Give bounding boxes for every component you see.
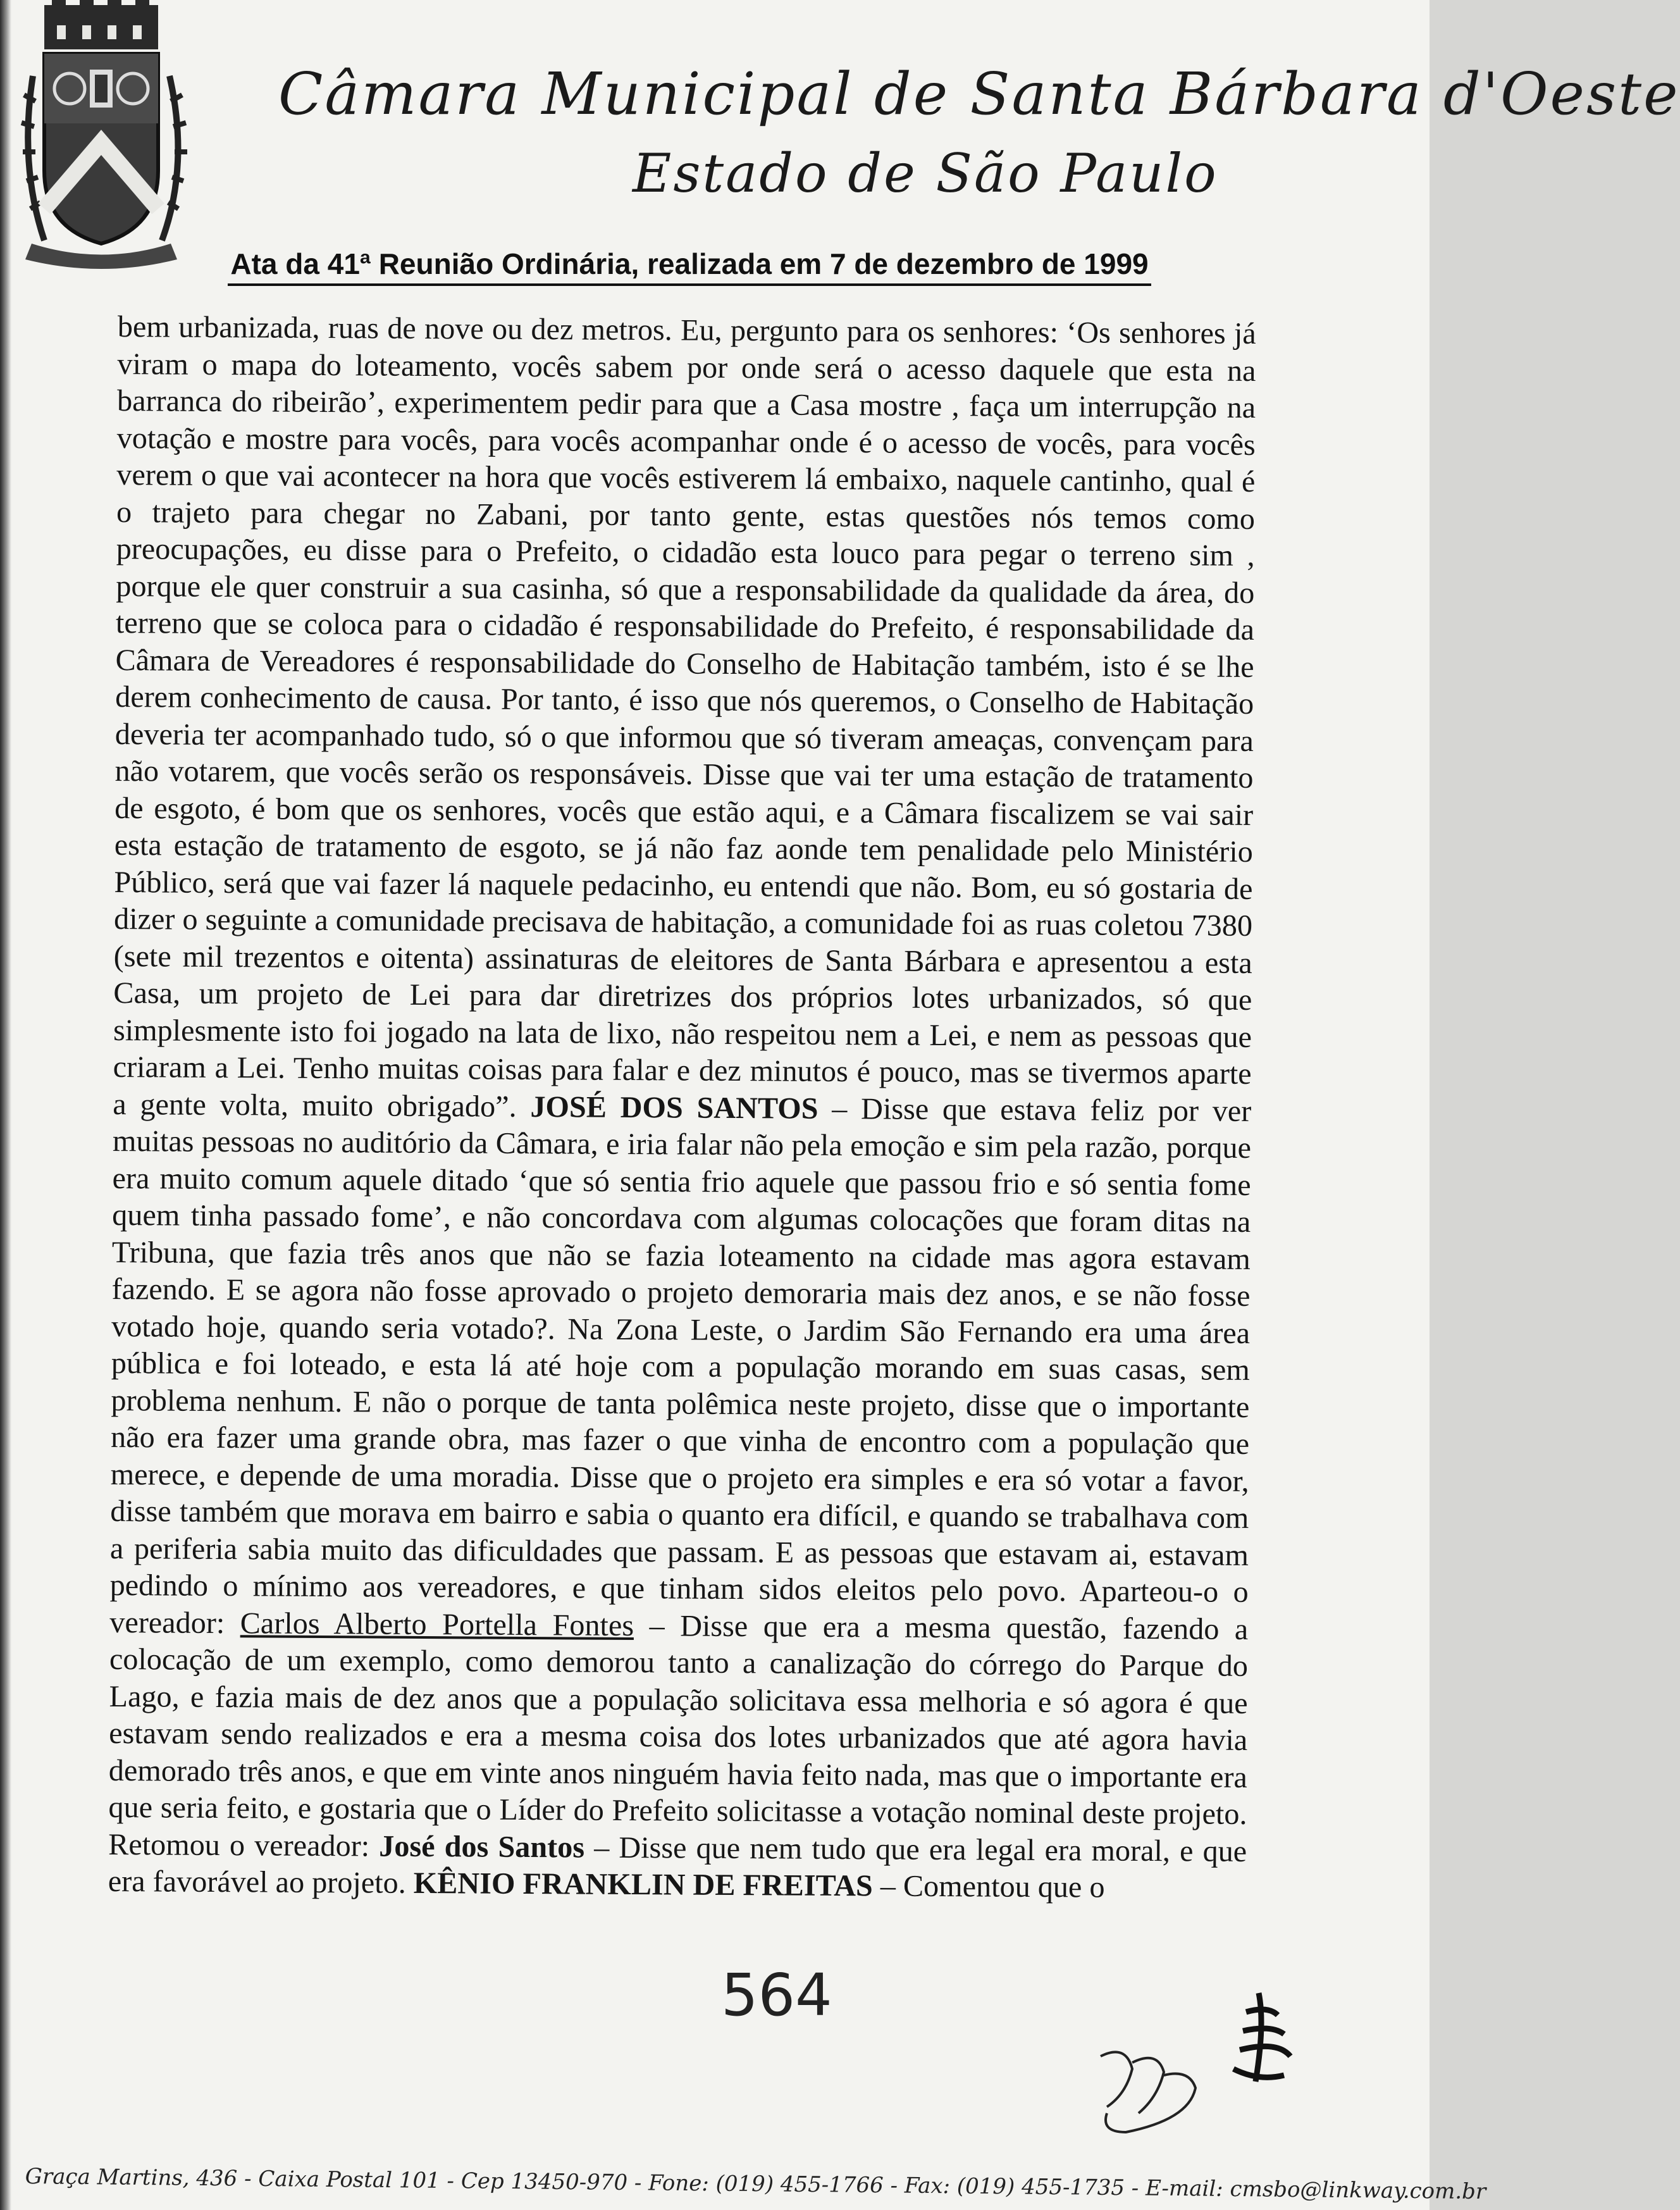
speech-text: – Disse que era a mesma questão, fazendo a colocação de um exemplo, como demorou tanto a canalização do córrego do Parque do Lago, e fazia mais de dez anos que a população solicitava essa melhoria e só agora é que estavam sendo realizados e era a mesma coisa dos lotes urbanizados que até agora havia demorado três anos, e que em vinte anos ninguém havia feito nada, mas que o importante era que seria feito, e gostaria que o Líder do Prefeito solicitasse a votação nominal deste projeto. Retomou o vereador:: [108, 1608, 1249, 1863]
footer-contact-info: Graça Martins, 436 - Caixa Postal 101 - Cep 13450-970 - Fone: (019) 455-1766 - Fax: (019) 455-1735 - E-mail: cmsbo@linkway.com.br: [25, 2164, 1486, 2205]
header-institution-name: Câmara Municipal de Santa Bárbara d'Oeste: [278, 60, 1680, 128]
speech-text: bem urbanizada, ruas de nove ou dez metros. Eu, pergunto para os senhores: ‘Os senhores já viram o mapa do loteamento, vocês sabem por onde será o acesso daquele que esta na barranca do ribeirão’, experimentem pedir para que a Casa mostre , faça um interrupção na votação e mostre para vocês, para vocês acompanhar onde é o acesso de vocês, para vocês verem o que vai acontecer na hora que vocês estiverem lá embaixo, naquele cantinho, qual é o trajeto para chegar no Zabani, por tanto gente, estas questões nós temos como preocupações, eu disse para o Prefeito, o cidadão esta louco para pegar o terreno sim , porque ele quer construir a sua casinha, só que a responsabilidade da qualidade da área, do terreno que se coloca para o cidadão é responsabilidade do Prefeito, é responsabilidade da Câmara de Vereadores é responsabilidade do Conselho de Habitação também, isto é se lhe derem conhecimento de causa. Por tanto, é isso que nós queremos, o Conselho de Habitação deveria ter acompanhado tudo, só o que informou que só tiveram ameaças, convençam para não votarem, que vocês serão os responsáveis. Disse que vai ter uma estação de tratamento de esgoto, é bom que os senhores, vocês que estão aqui, e a Câmara fiscalizem se vai sair esta estação de tratamento de esgoto, se já não faz aonde tem penalidade pelo Ministério Público, será que vai fazer lá naquele pedacinho, eu entendi que não. Bom, eu só gostaria de dizer o seguinte a comunidade precisava de habitação, a comunidade foi as ruas coletou 7380 (sete mil trezentos e oitenta) assinaturas de eleitores de Santa Bárbara e apresentou a esta Casa, um projeto de Lei para dar diretrizes dos próprios lotes urbanizados, só que simplesmente isto foi jogado na lata de lixo, não respeitou nem a Lei, e nem as pessoas que criaram a Lei. Tenho muitas coisas para falar e dez minutos é pouco, mas se tivermos aparte a gente volta, muito obrigado”.: [113, 309, 1256, 1124]
document-title: Ata da 41ª Reunião Ordinária, realizada em 7 de dezembro de 1999: [228, 247, 1151, 286]
minutes-body: [108, 309, 1256, 1907]
page-number: 564: [721, 1961, 832, 2029]
speaker-name-underlined: Carlos Alberto Portella Fontes: [240, 1606, 634, 1642]
signature-mark-icon: [1221, 1987, 1303, 2088]
speech-text: – Disse que nem tudo que era legal era moral, e que era favorável ao projeto.: [108, 1830, 1247, 1900]
scan-edge: [0, 0, 11, 2210]
speech-text: – Disse que estava feliz por ver muitas pessoas no auditório da Câmara, e iria falar não pela emoção e sim pela razão, porque era muito comum aquele ditado ‘que só sentia frio aquele que passou frio e só sentia fome quem tinha passado fome’, e não concordava com algumas colocações que foram ditas na Tribuna, que fazia três anos que não se fazia loteamento na cidade mas agora estavam fazendo. E se agora não fosse aprovado o projeto demoraria mais dez anos, e se não fosse votado hoje, quando seria votado?. Na Zona Leste, o Jardim São Fernando era uma área pública e foi loteado, e esta lá até hoje com a população morando em suas casas, sem problema nenhum. E não o porque de tanta polêmica neste projeto, disse que o importante não era fazer uma grande obra, mas fazer o que vinha de encontro com a população que merece, e depende de uma moradia. Disse que o projeto era simples e era só votar a favor, disse também que morava em bairro e sabia o quanto era difícil, e quando se trabalhava com a periferia sabia muito das dificuldades que passam. E as pessoas que estavam ai, estavam pedindo o mínimo aos vereadores, e que tinham sidos eleitos pelo povo. Aparteou-o o vereador:: [109, 1091, 1252, 1640]
speech-text: – Comentou que o: [872, 1869, 1105, 1904]
coat-of-arms-icon: [19, 0, 196, 266]
speaker-name: JOSÉ DOS SANTOS: [530, 1089, 818, 1126]
minutes-paragraph: [108, 309, 1256, 1907]
speaker-name: José dos Santos: [379, 1829, 585, 1865]
header-state-name: Estado de São Paulo: [633, 142, 1218, 204]
initials-mark-icon: [1088, 2037, 1214, 2139]
speaker-name: KÊNIO FRANKLIN DE FREITAS: [413, 1866, 873, 1903]
